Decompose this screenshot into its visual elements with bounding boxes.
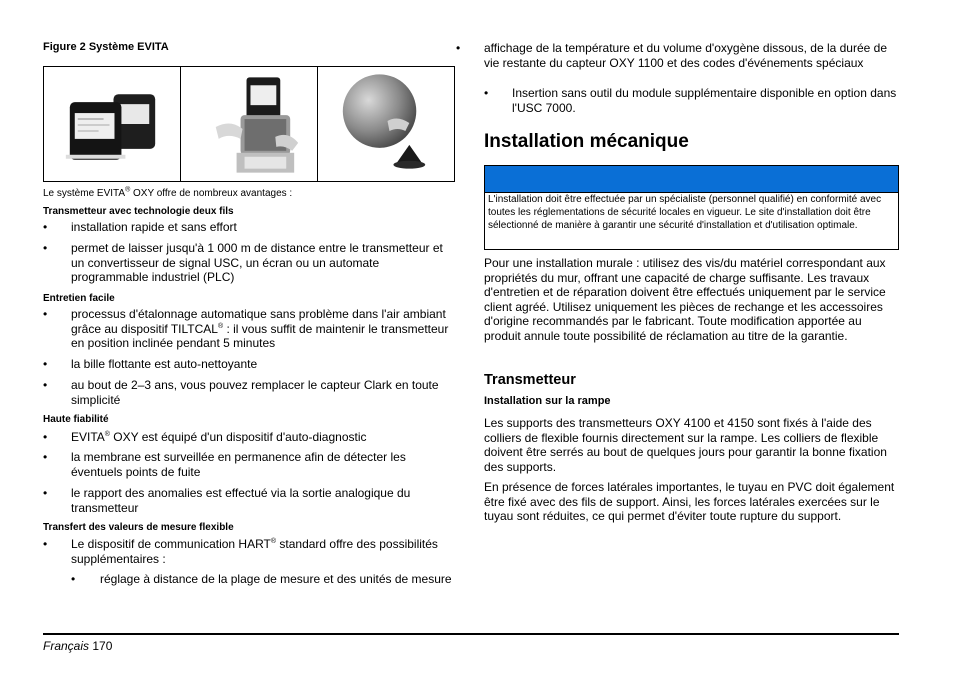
heading-two-wire: Transmetteur avec technologie deux fils xyxy=(43,206,234,217)
heading-mechanical-installation: Installation mécanique xyxy=(484,131,689,152)
figure-caption: Le système EVITA® OXY offre de nombreux avantages : xyxy=(43,186,293,199)
float-ball-illustration xyxy=(318,67,454,181)
figure-evita-system xyxy=(43,66,455,182)
transmitters-illustration xyxy=(44,67,180,181)
figure-image-transmitters xyxy=(44,67,181,181)
figure-title: Figure 2 Système EVITA xyxy=(43,41,169,53)
list-item: • la membrane est surveillée en permanence afin de détecter les éventuels points de fuite xyxy=(43,450,406,479)
list-item: • permet de laisser jusqu'à 1 000 m de distance entre le transmetteur et un convertisseur de signal USC, un écran ou un automate programmable industriel (PLC) xyxy=(43,241,443,284)
notice-box xyxy=(484,193,899,250)
notice-header-bar xyxy=(484,165,899,193)
paragraph-wall-install: Pour une installation murale : utilisez des vis/du matériel correspondant aux propriétés du mur, offrant une capacité de charge suffisante. Les travaux d'entretien et de réparation doivent être effectués uniquement par le service client agréé. Utilisez uniquement les pièces de rechange et les accessoires d'origine recommandés par le fabricant. Toute modification apportée au produit annule toute possibilité de réclamation au titre de la garantie. xyxy=(484,256,886,343)
figure-image-install xyxy=(181,67,318,181)
list-item: • le rapport des anomalies est effectué via la sortie analogique du transmetteur xyxy=(43,486,411,515)
heading-ramp-install: Installation sur la rampe xyxy=(484,395,611,407)
list-item: • réglage à distance de la plage de mesure et des unités de mesure xyxy=(71,572,452,586)
heading-reliability: Haute fiabilité xyxy=(43,414,109,425)
paragraph-supports: Les supports des transmetteurs OXY 4100 et 4150 sont fixés à l'aide des colliers de flexible fournis directement sur la rampe. Les colliers de flexible doivent être serrés au bout de quelques jours pour garantir la bonne fixation des supports. xyxy=(484,416,887,474)
list-item: • processus d'étalonnage automatique sans problème dans l'air ambiant grâce au dispositif TILTCAL® : il vous suffit de maintenir le transmetteur en position inclinée pendant 5 minutes xyxy=(43,307,449,350)
page-footer xyxy=(43,639,112,653)
heading-easy-maintenance: Entretien facile xyxy=(43,293,115,304)
list-item: • la bille flottante est auto-nettoyante xyxy=(43,357,258,371)
heading-flexible-transfer: Transfert des valeurs de mesure flexible xyxy=(43,522,234,533)
paragraph-lateral-forces: En présence de forces latérales importantes, le tuyau en PVC doit également être fixé avec des fils de support. Ainsi, les forces latérales exercées sur le tuyau sont réduites, ce qui permet d'éviter toute rupture du support. xyxy=(484,480,895,523)
list-item: • EVITA® OXY est équipé d'un dispositif d'auto-diagnostic xyxy=(43,430,367,444)
footer-divider xyxy=(43,633,899,635)
list-item: • affichage de la température et du volume d'oxygène dissous, de la durée de vie restante du capteur OXY 1100 et des codes d'événements spéciaux xyxy=(456,41,888,70)
install-illustration xyxy=(181,67,317,181)
page-number: 170 xyxy=(92,639,113,653)
list-item: • installation rapide et sans effort xyxy=(43,220,237,234)
notice-text: L'installation doit être effectuée par un spécialiste (personnel qualifié) en conformité avec toutes les réglementations de sécurité locales en vigueur. Le site d'installation doit être sélectionné de manière à garantir une sécurité d'installation et d'utilisation optimale. xyxy=(488,194,882,231)
footer-language: Français xyxy=(43,639,90,653)
figure-image-float-ball xyxy=(318,67,454,181)
list-item: • Le dispositif de communication HART® standard offre des possibilités supplémentaires : xyxy=(43,537,438,566)
list-item: • au bout de 2–3 ans, vous pouvez remplacer le capteur Clark en toute simplicité xyxy=(43,378,439,407)
list-item: • Insertion sans outil du module supplémentaire disponible en option dans l'USC 7000. xyxy=(484,86,897,115)
heading-transmitter: Transmetteur xyxy=(484,372,576,388)
